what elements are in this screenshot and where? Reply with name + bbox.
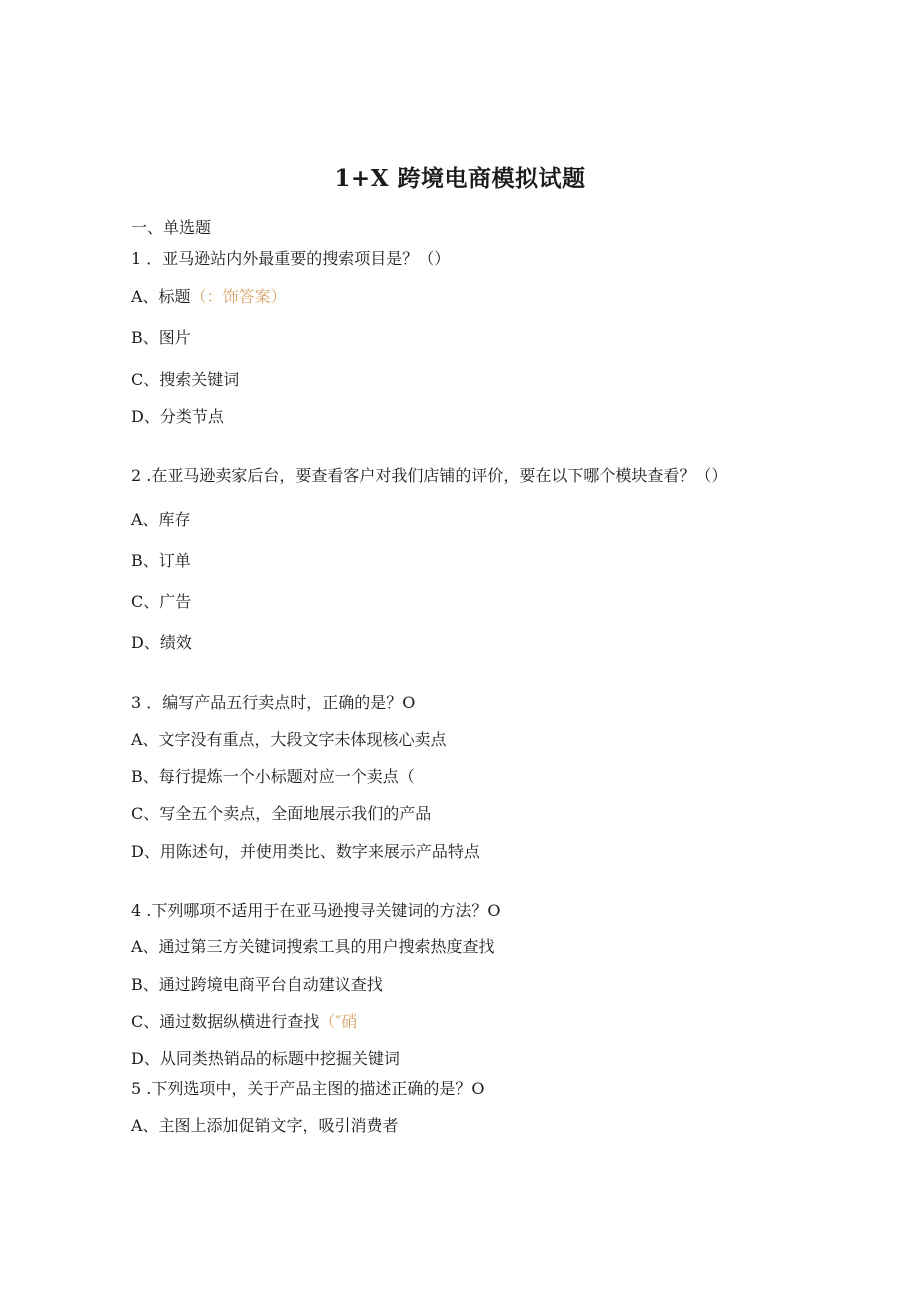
question-5-option-a: A、主图上添加促销文字，吸引消费者 (131, 1116, 399, 1135)
question-3-option-c: C、写全五个卖点，全面地展示我们的产品 (131, 804, 432, 823)
question-1-stem: 1 ．亚马逊站内外最重要的搜索项目是？（） (131, 249, 451, 268)
question-4-option-c (131, 1012, 357, 1032)
question-1-option-a (131, 287, 287, 307)
question-1-option-b: B、图片 (131, 328, 191, 347)
question-4-stem: 4 .下列哪项不适用于在亚马逊搜寻关键词的方法？O (131, 901, 501, 920)
question-2-option-a: A、库存 (131, 510, 191, 529)
question-3-option-d: D、用陈述句，并使用类比、数字来展示产品特点 (131, 842, 480, 861)
option-text: A、标题 (131, 287, 191, 306)
section-heading: 一、单选题 (131, 218, 212, 237)
question-2-option-b: B、订单 (131, 551, 191, 570)
document-title: 1+X 跨境电商模拟试题 (334, 165, 586, 192)
question-4-option-b: B、通过跨境电商平台自动建议查找 (131, 975, 383, 994)
question-2-option-c: C、广告 (131, 592, 192, 611)
question-1-option-c: C、搜索关键词 (131, 370, 240, 389)
question-3-option-b: B、每行提炼一个小标题对应一个卖点（ (131, 767, 415, 786)
answer-hint: （″硝 (319, 1012, 358, 1031)
question-2-option-d: D、绩效 (131, 633, 192, 652)
question-4-option-a: A、通过第三方关键词搜索工具的用户搜索热度查找 (131, 937, 495, 956)
question-5-stem: 5 .下列选项中，关于产品主图的描述正确的是？O (131, 1079, 485, 1098)
option-text: C、通过数据纵横进行查找 (131, 1012, 320, 1031)
question-3-option-a: A、文字没有重点，大段文字未体现核心卖点 (131, 730, 447, 749)
answer-hint: （：饰答案） (190, 287, 287, 306)
question-3-stem: 3 ．编写产品五行卖点时，正确的是？O (131, 693, 416, 712)
question-4-option-d: D、从同类热销品的标题中挖掘关键词 (131, 1049, 400, 1068)
question-2-stem: 2 .在亚马逊卖家后台，要查看客户对我们店铺的评价，要在以下哪个模块查看？（） (131, 466, 728, 485)
question-1-option-d: D、分类节点 (131, 407, 224, 426)
